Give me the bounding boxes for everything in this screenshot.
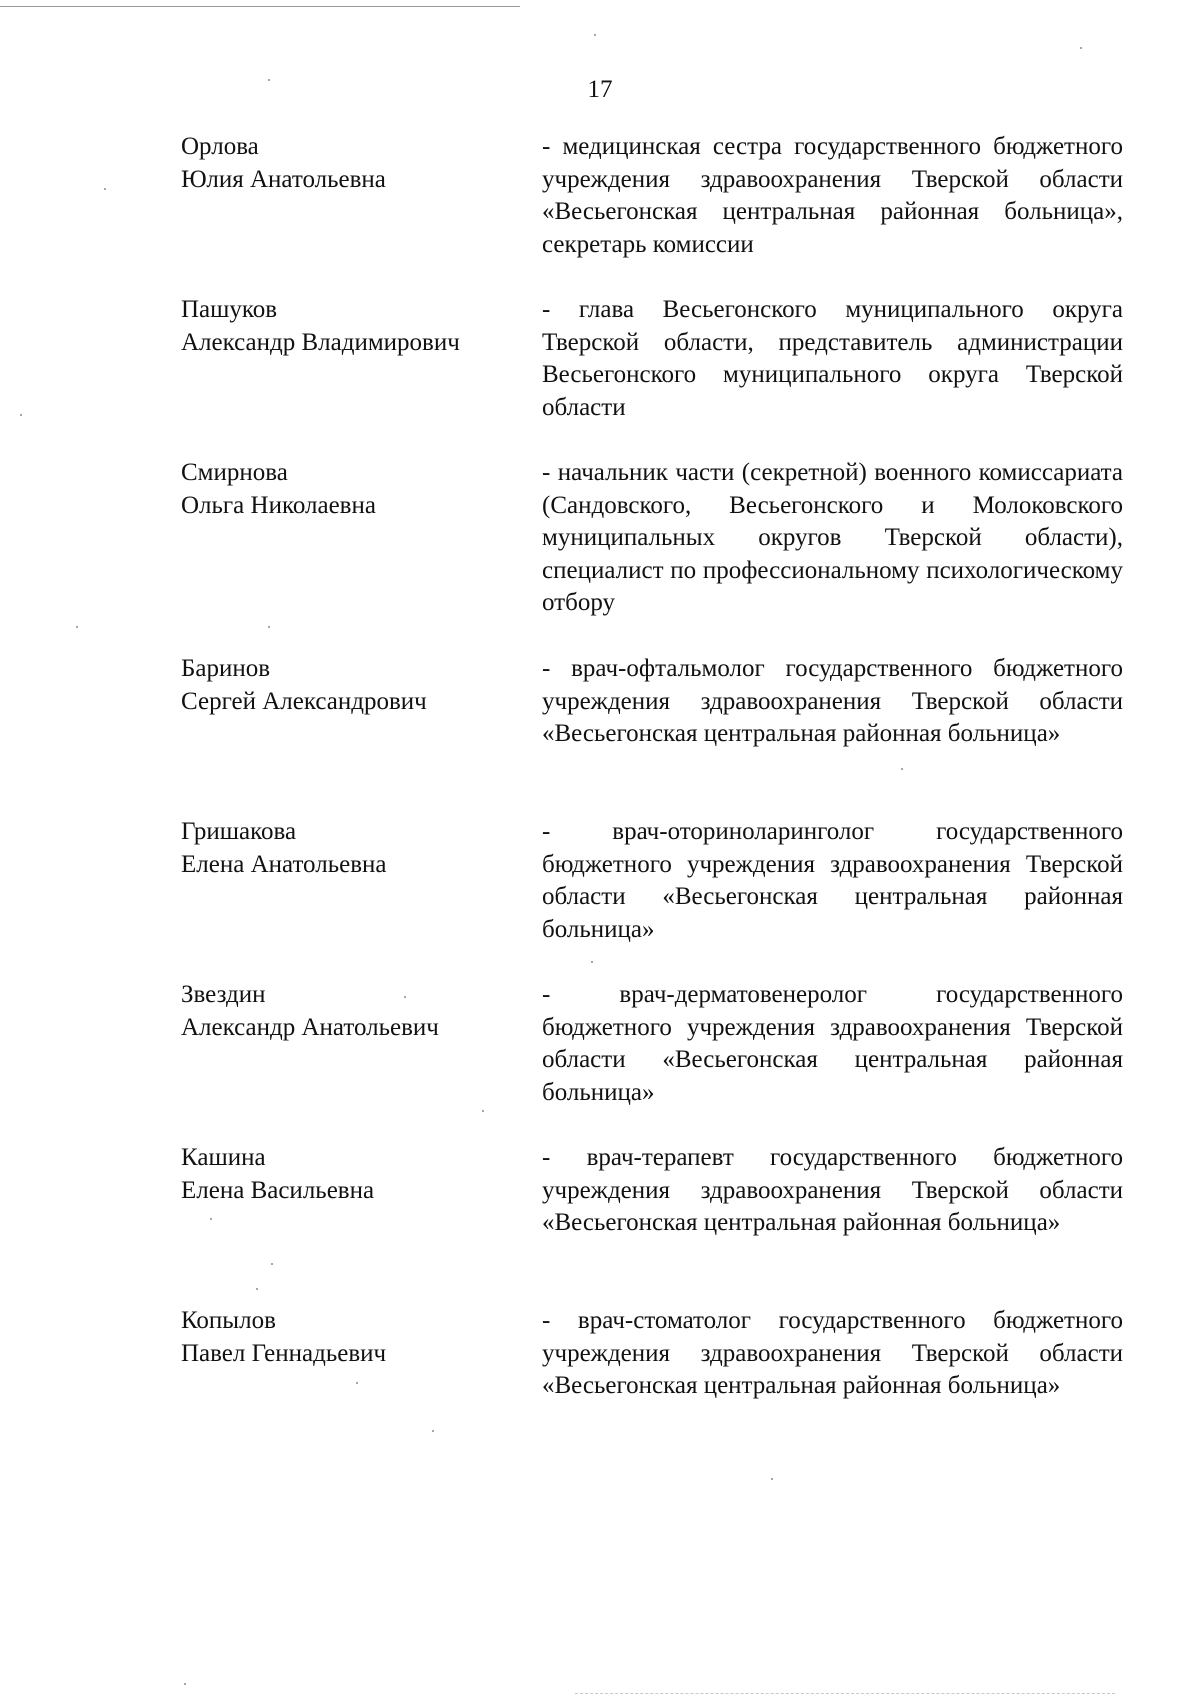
member-entry-smirnova: [181, 457, 1123, 653]
member-given-names: Сергей Александрович: [181, 687, 427, 715]
member-surname: Гришакова: [181, 818, 297, 845]
member-given-names: Юлия Анатольевна: [181, 165, 386, 193]
member-entry-orlova: [181, 131, 1123, 294]
member-given-names: Елена Анатольевна: [181, 850, 387, 878]
scan-speck: [404, 996, 406, 998]
scan-edge-top: [0, 6, 520, 7]
member-position: - медицинская сестра государственного бюджетного учреждения здравоохранения Тверской области «Весьегонская центральная районная больница», секретарь комиссии: [542, 133, 1123, 258]
scan-speck: [432, 1430, 434, 1432]
scan-speck: [256, 1288, 258, 1290]
member-entry-grishakova: [181, 816, 1123, 979]
member-position: - глава Весьегонского муниципального округа Тверской области, представитель администрации Весьегонского муниципального округа Тверской области: [542, 296, 1123, 421]
member-name: [181, 131, 542, 196]
scan-speck: [594, 34, 596, 36]
member-position: - начальник части (секретной) военного комиссариата (Сандовского, Весьегонского и Молоковского муниципальных округов Тверской области), специалист по профессиональному психологическому отбору: [542, 459, 1123, 616]
scan-speck: [356, 1382, 358, 1384]
member-given-names: Елена Васильевна: [181, 1176, 375, 1204]
member-given-names: Ольга Николаевна: [181, 491, 376, 519]
scan-speck: [771, 1478, 773, 1480]
member-entry-kopylov: [181, 1305, 1123, 1468]
member-surname: Баринов: [181, 655, 271, 682]
member-given-names: Павел Геннадьевич: [181, 1339, 387, 1367]
member-position: - врач-терапевт государственного бюджетного учреждения здравоохранения Тверской области «Весьегонская центральная районная больница»: [542, 1144, 1123, 1236]
scan-speck: [20, 414, 22, 416]
member-entry-barinov: [181, 653, 1123, 816]
member-name: [181, 979, 542, 1044]
member-position: - врач-стоматолог государственного бюджетного учреждения здравоохранения Тверской области «Весьегонская центральная районная больница»: [542, 1307, 1123, 1399]
scan-speck: [591, 961, 593, 963]
member-name: [181, 1142, 542, 1207]
member-surname: Копылов: [181, 1307, 276, 1334]
member-given-names: Александр Анатольевич: [181, 1013, 439, 1041]
member-name: [181, 653, 542, 718]
member-surname: Пашуков: [181, 296, 278, 323]
scan-speck: [210, 1218, 212, 1220]
scan-speck: [104, 188, 106, 190]
page-number: 17: [587, 76, 613, 103]
member-entry-kashina: [181, 1142, 1123, 1305]
scan-speck: [184, 1683, 186, 1685]
scan-speck: [268, 626, 270, 628]
member-position: - врач-дерматовенеролог государственного бюджетного учреждения здравоохранения Тверской области «Весьегонская центральная районная больница»: [542, 981, 1123, 1106]
member-given-names: Александр Владимирович: [181, 328, 460, 356]
member-surname: Смирнова: [181, 459, 288, 486]
member-position: - врач-офтальмолог государственного бюджетного учреждения здравоохранения Тверской области «Весьегонская центральная районная больница»: [542, 655, 1123, 747]
member-name: [181, 294, 542, 359]
member-entry-zvezdin: [181, 979, 1123, 1142]
scan-speck: [271, 1263, 273, 1265]
member-name: [181, 1305, 542, 1370]
scan-speck: [482, 1110, 484, 1112]
member-name: [181, 816, 542, 881]
scan-speck: [1080, 47, 1082, 49]
member-position: - врач-оториноларинголог государственного бюджетного учреждения здравоохранения Тверской области «Весьегонская центральная районная больница»: [542, 818, 1123, 943]
member-entry-pashukov: [181, 294, 1123, 457]
member-surname: Звездин: [181, 981, 266, 1008]
scan-speck: [76, 626, 78, 628]
member-surname: Кашина: [181, 1144, 266, 1171]
member-surname: Орлова: [181, 133, 259, 160]
scan-speck: [901, 768, 903, 770]
scan-edge-bottom: [575, 1693, 1115, 1694]
commission-member-list: [181, 131, 1123, 1468]
scan-speck: [268, 79, 270, 81]
member-name: [181, 457, 542, 522]
